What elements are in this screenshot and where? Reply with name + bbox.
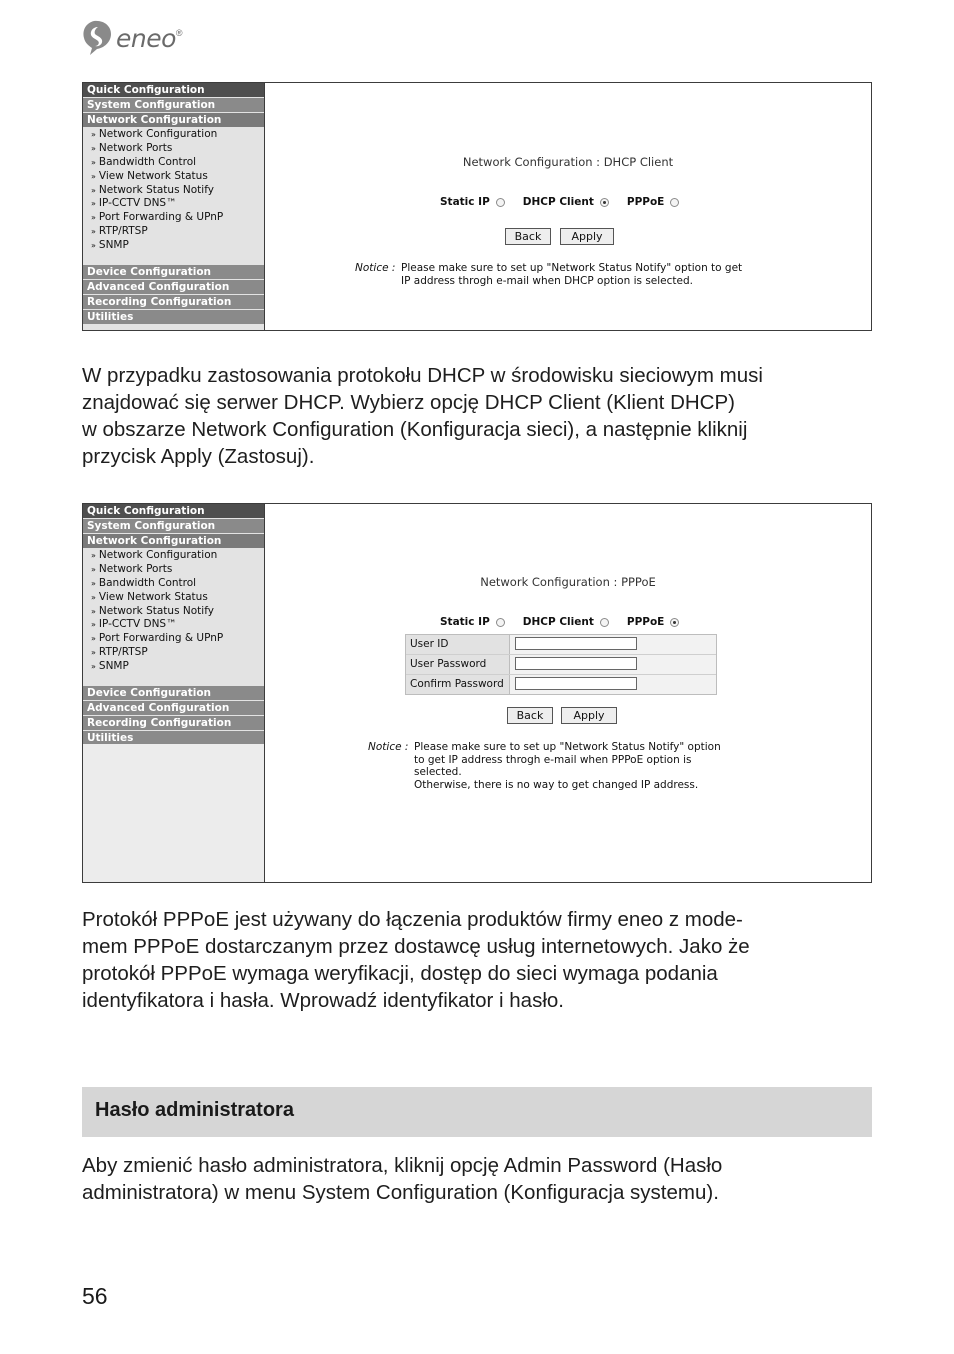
section-header: [82, 1087, 872, 1137]
eneo-logo: [80, 18, 183, 58]
menu-utilities[interactable]: Utilities: [83, 731, 264, 746]
menu-recording-configuration[interactable]: Recording Configuration: [83, 716, 264, 731]
user-id-label: User ID: [406, 635, 510, 654]
menu-device-configuration[interactable]: Device Configuration: [83, 265, 264, 280]
submenu-label: RTP/RTSP: [98, 225, 148, 238]
panel-title: Network Configuration : DHCP Client: [462, 155, 674, 169]
submenu-arrow-icon: »: [91, 606, 96, 616]
admin-password-paragraph: [82, 1152, 882, 1206]
paragraph-line: W przypadku zastosowania protokołu DHCP w środowisku sieciowym musi: [82, 364, 763, 387]
connection-type-radios: [440, 196, 697, 208]
submenu-label: View Network Status: [98, 169, 208, 182]
menu-quick-configuration[interactable]: Quick Configuration: [83, 83, 264, 98]
submenu-arrow-icon: »: [91, 551, 96, 560]
sidebar-empty-area: [83, 744, 264, 882]
panel-title: Network Configuration : PPPoE: [480, 575, 656, 589]
confirm-password-input[interactable]: [515, 677, 637, 690]
user-password-label: User Password: [406, 655, 510, 674]
dhcp-client-label: DHCP Client: [522, 616, 594, 628]
submenu-label: SNMP: [98, 239, 129, 252]
submenu-arrow-icon: »: [91, 199, 96, 209]
menu-advanced-configuration[interactable]: Advanced Configuration: [83, 280, 264, 295]
notice-line: Please make sure to set up "Network Status Notify" option to get: [401, 262, 743, 274]
submenu-port-forwarding[interactable]: [83, 632, 264, 646]
pppoe-content-panel: [265, 504, 871, 882]
section-title: Hasło administratora: [95, 1099, 294, 1121]
notice-line: selected.: [414, 766, 462, 778]
paragraph-line: znajdować się serwer DHCP. Wybierz opcję DHCP Client (Klient DHCP): [82, 391, 735, 414]
submenu-label: IP-CCTV DNS™: [98, 197, 177, 210]
submenu-arrow-icon: »: [91, 185, 96, 195]
submenu-view-network-status[interactable]: [83, 591, 264, 605]
dhcp-client-radio[interactable]: [600, 618, 609, 627]
menu-system-configuration[interactable]: System Configuration: [83, 98, 264, 113]
submenu-label: Network Configuration: [98, 549, 218, 561]
submenu-label: Bandwidth Control: [98, 576, 197, 589]
submenu-arrow-icon: »: [91, 662, 96, 672]
submenu-network-ports[interactable]: [83, 563, 264, 577]
notice-line: Please make sure to set up "Network Status Notify" option: [414, 741, 721, 753]
submenu-arrow-icon: »: [91, 130, 96, 139]
submenu-bandwidth-control[interactable]: [83, 577, 264, 591]
paragraph-line: protokół PPPoE wymaga weryfikacji, dostęp do sieci wymaga podania: [82, 962, 718, 985]
notice-line: IP address throgh e-mail when DHCP option is selected.: [401, 274, 693, 287]
submenu-arrow-icon: »: [91, 157, 96, 167]
back-button[interactable]: Back: [505, 228, 551, 245]
form-row-confirm-password: [406, 675, 716, 694]
notice-line: Otherwise, there is no way to get changed IP address.: [414, 778, 699, 791]
static-ip-label: Static IP: [440, 196, 490, 208]
registered-mark: ®: [175, 28, 183, 38]
submenu-network-configuration[interactable]: [83, 549, 264, 563]
paragraph-line: przycisk Apply (Zastosuj).: [82, 445, 315, 468]
pppoe-credentials-form: [405, 634, 717, 695]
menu-system-configuration[interactable]: System Configuration: [83, 519, 264, 534]
dhcp-client-label: DHCP Client: [522, 196, 594, 208]
paragraph-line: mem PPPoE dostarczanym przez dostawcę usług internetowych. Jako że: [82, 935, 750, 958]
eneo-logo-mark-icon: [80, 19, 114, 57]
submenu-label: SNMP: [98, 660, 129, 673]
paragraph-line: Aby zmienić hasło administratora, kliknij opcję Admin Password (Hasło: [82, 1154, 723, 1177]
form-row-user-password: [406, 655, 716, 675]
submenu-snmp[interactable]: [83, 239, 264, 253]
confirm-password-label: Confirm Password: [406, 675, 510, 694]
submenu-network-configuration[interactable]: [83, 128, 264, 142]
paragraph-line: w obszarze Network Configuration (Konfiguracja sieci), a następnie kliknij: [82, 418, 748, 441]
submenu-label: RTP/RTSP: [98, 646, 148, 659]
menu-device-configuration[interactable]: Device Configuration: [83, 686, 264, 701]
submenu-arrow-icon: »: [91, 227, 96, 237]
page-number: 56: [82, 1283, 108, 1309]
user-id-input[interactable]: [515, 637, 637, 650]
submenu-view-network-status[interactable]: [83, 170, 264, 184]
submenu-snmp[interactable]: [83, 660, 264, 674]
submenu-arrow-icon: »: [91, 592, 96, 602]
notice-label: Notice :: [368, 741, 409, 753]
pppoe-radio[interactable]: [670, 618, 679, 627]
menu-gap: [83, 253, 264, 265]
submenu-arrow-icon: »: [91, 620, 96, 630]
submenu-network-status-notify[interactable]: [83, 184, 264, 198]
submenu-label: Bandwidth Control: [98, 155, 197, 168]
back-button[interactable]: Back: [507, 707, 553, 724]
submenu-network-ports[interactable]: [83, 142, 264, 156]
submenu-label: Network Status Notify: [98, 604, 214, 617]
submenu-ip-cctv-dns[interactable]: [83, 197, 264, 211]
static-ip-radio[interactable]: [496, 618, 505, 627]
menu-gap: [83, 674, 264, 686]
submenu-arrow-icon: »: [91, 171, 96, 181]
menu-advanced-configuration[interactable]: Advanced Configuration: [83, 701, 264, 716]
submenu-label: IP-CCTV DNS™: [98, 618, 177, 631]
submenu-ip-cctv-dns[interactable]: [83, 618, 264, 632]
dhcp-client-screenshot: [82, 82, 872, 331]
submenu-label: Port Forwarding & UPnP: [98, 632, 224, 645]
submenu-label: Network Ports: [98, 141, 173, 154]
submenu-label: View Network Status: [98, 590, 208, 603]
user-password-input[interactable]: [515, 657, 637, 670]
pppoe-screenshot: [82, 503, 872, 883]
submenu-arrow-icon: »: [91, 213, 96, 223]
notice-line: to get IP address throgh e-mail when PPPoE option is: [414, 753, 692, 766]
menu-network-configuration[interactable]: Network Configuration: [83, 113, 264, 128]
submenu-rtp-rtsp[interactable]: [83, 646, 264, 660]
submenu-rtp-rtsp[interactable]: [83, 225, 264, 239]
dhcp-content-panel: [265, 83, 871, 330]
menu-quick-configuration[interactable]: Quick Configuration: [83, 504, 264, 519]
paragraph-line: identyfikatora i hasła. Wprowadź identyfikator i hasło.: [82, 989, 564, 1012]
paragraph-line: administratora) w menu System Configuration (Konfiguracja systemu).: [82, 1181, 719, 1204]
pppoe-label: PPPoE: [626, 616, 665, 628]
notice-label: Notice :: [355, 262, 396, 274]
config-sidebar: [83, 504, 265, 882]
submenu-bandwidth-control[interactable]: [83, 156, 264, 170]
config-sidebar: [83, 83, 265, 330]
dhcp-client-radio[interactable]: [600, 198, 609, 207]
submenu-label: Port Forwarding & UPnP: [98, 211, 224, 224]
menu-utilities[interactable]: Utilities: [83, 310, 264, 325]
pppoe-radio[interactable]: [670, 198, 679, 207]
apply-button[interactable]: Apply: [561, 707, 617, 724]
connection-type-radios: [440, 616, 697, 628]
pppoe-paragraph: [82, 906, 882, 1014]
pppoe-label: PPPoE: [626, 196, 665, 208]
submenu-arrow-icon: »: [91, 578, 96, 588]
menu-network-configuration[interactable]: Network Configuration: [83, 534, 264, 549]
submenu-arrow-icon: »: [91, 143, 96, 153]
submenu-label: Network Configuration: [98, 128, 218, 140]
submenu-label: Network Status Notify: [98, 183, 214, 196]
submenu-label: Network Ports: [98, 562, 173, 575]
apply-button[interactable]: Apply: [560, 228, 614, 245]
form-row-user-id: [406, 635, 716, 655]
submenu-network-status-notify[interactable]: [83, 605, 264, 619]
menu-recording-configuration[interactable]: Recording Configuration: [83, 295, 264, 310]
static-ip-radio[interactable]: [496, 198, 505, 207]
static-ip-label: Static IP: [440, 616, 490, 628]
submenu-port-forwarding[interactable]: [83, 211, 264, 225]
logo-wordmark: eneo: [116, 23, 176, 53]
submenu-arrow-icon: »: [91, 634, 96, 644]
paragraph-line: Protokół PPPoE jest używany do łączenia produktów firmy eneo z mode-: [82, 908, 743, 931]
dhcp-paragraph: [82, 362, 882, 470]
submenu-arrow-icon: »: [91, 648, 96, 658]
submenu-arrow-icon: »: [91, 564, 96, 574]
submenu-arrow-icon: »: [91, 241, 96, 251]
